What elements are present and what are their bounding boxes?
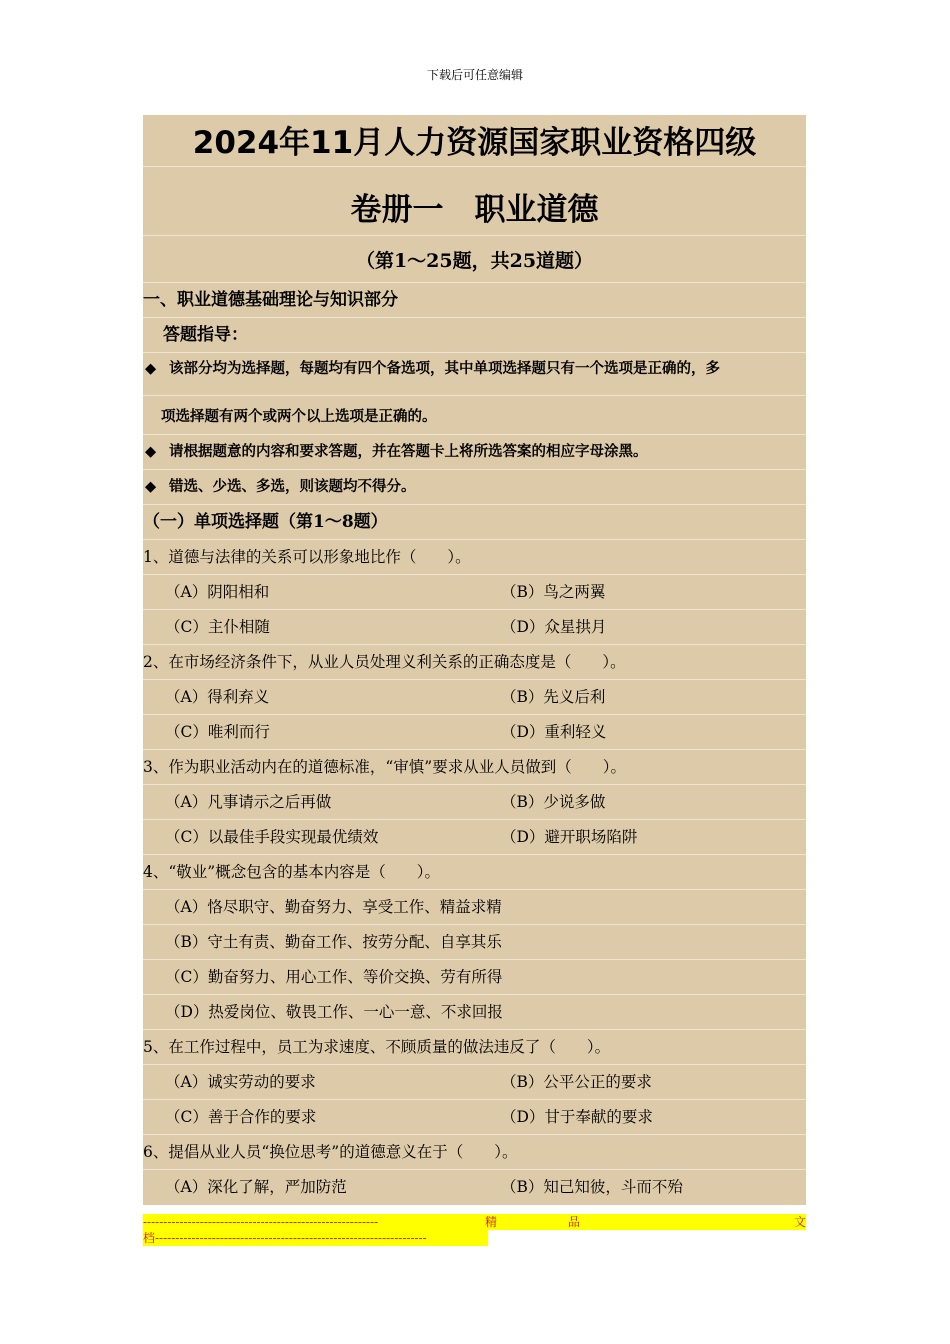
option-b: （B）公平公正的要求 bbox=[501, 1073, 652, 1091]
option-c: （C）勤奋努力、用心工作、等价交换、劳有所得 bbox=[165, 968, 503, 986]
option-b: （B）少说多做 bbox=[501, 793, 606, 811]
option-a: （A）阴阳相和 bbox=[165, 583, 270, 601]
question-range: （第1～25题，共25道题） bbox=[143, 236, 806, 283]
question-stem: 1、道德与法律的关系可以形象地比作（ ）。 bbox=[143, 540, 806, 575]
exam-title: 2024年11月人力资源国家职业资格四级 bbox=[143, 115, 806, 167]
diamond-bullet-icon: ◆ bbox=[145, 361, 157, 377]
option-b: （B）知己知彼，斗而不殆 bbox=[501, 1178, 683, 1196]
option-row bbox=[143, 820, 806, 855]
option-c: （C）唯利而行 bbox=[165, 723, 270, 741]
page-footer bbox=[143, 1214, 806, 1246]
option-row bbox=[143, 785, 806, 820]
option-d: （D）避开职场陷阱 bbox=[501, 828, 638, 846]
footer-line bbox=[143, 1230, 488, 1246]
option-row bbox=[143, 715, 806, 750]
option-a: （A）得利弃义 bbox=[165, 688, 270, 706]
option-row bbox=[143, 610, 806, 645]
option-d: （D）热爱岗位、敬畏工作、一心一意、不求回报 bbox=[165, 1003, 503, 1021]
option-row bbox=[143, 995, 806, 1030]
footer-line bbox=[143, 1214, 806, 1230]
question-stem: 5、在工作过程中，员工为求速度、不顾质量的做法违反了（ ）。 bbox=[143, 1030, 806, 1065]
footer-dashes: ---------------------------------------------------------- bbox=[143, 1215, 379, 1229]
option-row bbox=[143, 1170, 806, 1205]
option-row bbox=[143, 1100, 806, 1135]
section-heading: 一、职业道德基础理论与知识部分 bbox=[143, 283, 806, 318]
option-row bbox=[143, 680, 806, 715]
instruction-note-1: ◆ 该部分均为选择题，每题均有四个备选项，其中单项选择题只有一个选项是正确的，多 bbox=[143, 353, 806, 396]
option-row bbox=[143, 575, 806, 610]
option-c: （C）以最佳手段实现最优绩效 bbox=[165, 828, 379, 846]
footer-word: 精 bbox=[485, 1215, 498, 1229]
option-c: （C）善于合作的要求 bbox=[165, 1108, 317, 1126]
instruction-note-2: ◆ 请根据题意的内容和要求答题，并在答题卡上将所选答案的相应字母涂黑。 bbox=[143, 435, 806, 470]
part-heading: （一）单项选择题（第1～8题） bbox=[143, 505, 806, 540]
option-b: （B）先义后利 bbox=[501, 688, 606, 706]
instruction-note-3: ◆ 错选、少选、多选，则该题均不得分。 bbox=[143, 470, 806, 505]
footer-word: 品 bbox=[568, 1215, 581, 1229]
option-row bbox=[143, 925, 806, 960]
diamond-bullet-icon: ◆ bbox=[145, 479, 157, 495]
question-stem: 2、在市场经济条件下，从业人员处理义利关系的正确态度是（ ）。 bbox=[143, 645, 806, 680]
option-a: （A）恪尽职守、勤奋努力、享受工作、精益求精 bbox=[165, 898, 502, 916]
diamond-bullet-icon: ◆ bbox=[145, 444, 157, 460]
option-d: （D）众星拱月 bbox=[501, 618, 607, 636]
exam-sheet bbox=[143, 115, 806, 1205]
volume-title: 卷册一 职业道德 bbox=[143, 167, 806, 236]
footer-dashes: 档------------------------------------------------------------------- bbox=[143, 1231, 427, 1245]
question-stem: 4、“敬业”概念包含的基本内容是（ ）。 bbox=[143, 855, 806, 890]
option-c: （C）主仆相随 bbox=[165, 618, 270, 636]
page-header-note: 下载后可任意编辑 bbox=[426, 68, 523, 82]
option-b: （B）守土有责、勤奋工作、按劳分配、自享其乐 bbox=[165, 933, 502, 951]
option-row bbox=[143, 890, 806, 925]
guide-heading: 答题指导： bbox=[143, 318, 806, 353]
option-row bbox=[143, 1065, 806, 1100]
option-d: （D）甘于奉献的要求 bbox=[501, 1108, 653, 1126]
question-stem: 6、提倡从业人员“换位思考”的道德意义在于（ ）。 bbox=[143, 1135, 806, 1170]
option-d: （D）重利轻义 bbox=[501, 723, 607, 741]
footer-word: 文 bbox=[793, 1215, 806, 1229]
option-b: （B）鸟之两翼 bbox=[501, 583, 606, 601]
option-a: （A）诚实劳动的要求 bbox=[165, 1073, 316, 1091]
question-stem: 3、作为职业活动内在的道德标准，“审慎”要求从业人员做到（ ）。 bbox=[143, 750, 806, 785]
option-row bbox=[143, 960, 806, 995]
option-a: （A）深化了解，严加防范 bbox=[165, 1178, 347, 1196]
option-a: （A）凡事请示之后再做 bbox=[165, 793, 332, 811]
instruction-note-1-cont: 项选择题有两个或两个以上选项是正确的。 bbox=[143, 396, 806, 435]
